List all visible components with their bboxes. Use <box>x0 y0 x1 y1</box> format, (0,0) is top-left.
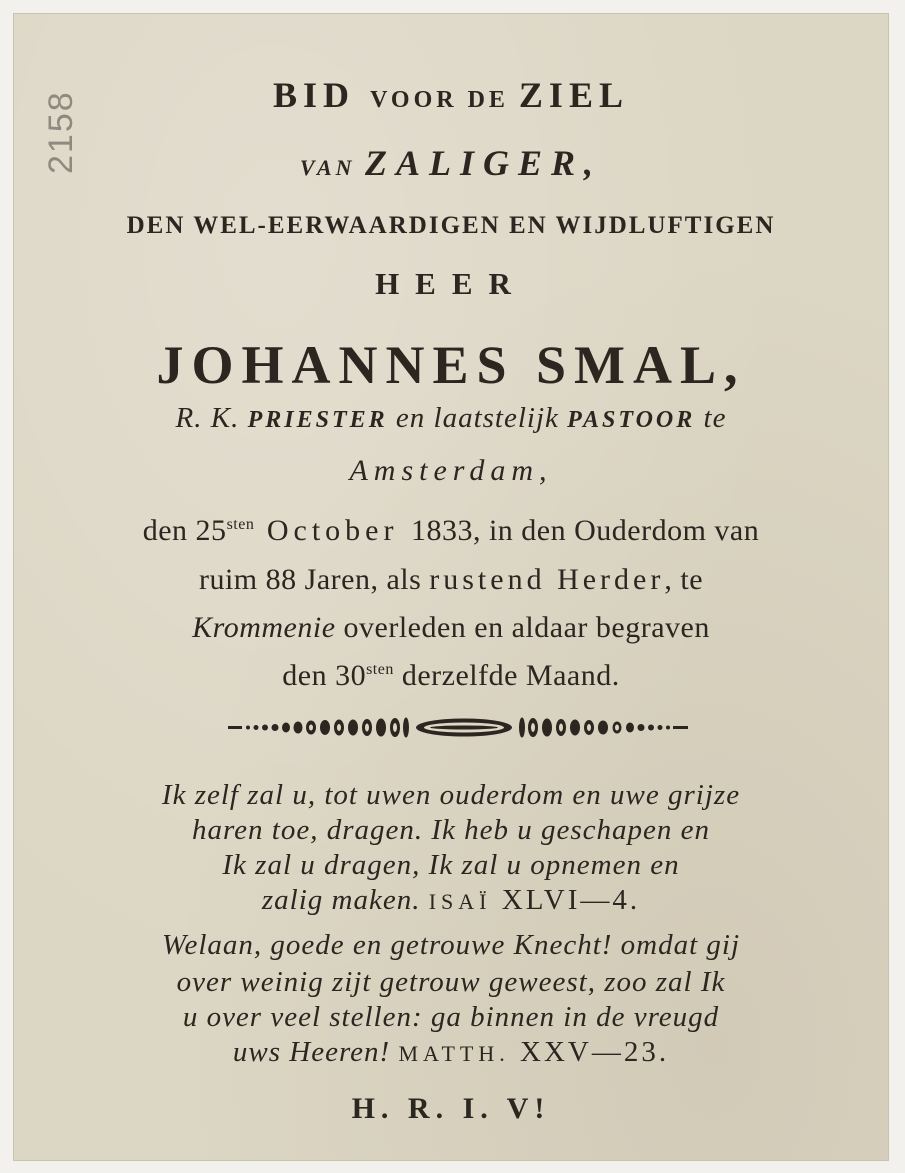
office-mid: en laatstelijk <box>387 402 568 434</box>
burial-date-line <box>14 659 888 693</box>
quote-matthew-line-2: over weinig zijt getrouw geweest, zoo zal Ik <box>176 966 726 998</box>
deceased-name: JOHANNES SMAL, <box>156 335 746 395</box>
office-te: te <box>695 402 727 434</box>
death-text: overleden en aldaar begraven <box>335 611 710 644</box>
memorial-card <box>14 14 888 1160</box>
burial-day-suffix: sten <box>366 661 394 678</box>
place-krommenie: Krommenie <box>192 611 336 644</box>
date-month: October <box>254 514 411 547</box>
title-heer: HEER <box>375 266 527 301</box>
heading-voor-de: VOOR DE <box>370 87 519 113</box>
heading-ziel: ZIEL <box>518 75 629 115</box>
quote-matthew-line-3: u over veel stellen: ga binnen in de vreugd <box>182 1001 720 1033</box>
heading-line-2 <box>14 142 888 184</box>
quote-matthew-line-1: Welaan, goede en getrouwe Knecht! omdat gij <box>161 929 741 961</box>
closing-rip: H. R. I. V! <box>351 1092 551 1125</box>
date-line <box>14 514 888 548</box>
date-day: den 25 <box>142 514 227 547</box>
heading-van: VAN <box>299 155 366 180</box>
citation-matthew-book: MATTH. <box>398 1041 510 1066</box>
quote-isaiah-end: zalig maken. <box>261 884 429 916</box>
date-year-age: 1833, in den Ouderdom van <box>410 514 760 547</box>
citation-matthew-verse: XXV—23. <box>509 1036 670 1068</box>
place-amsterdam: Amsterdam, <box>349 454 553 487</box>
burial-day: den 30 <box>282 659 367 692</box>
age-rustend-herder: rustend Herder <box>429 563 665 596</box>
quote-isaiah-line-2: haren toe, dragen. Ik heb u geschapen en <box>191 814 711 846</box>
age-line <box>14 563 888 597</box>
citation-isaiah-book: ISAÏ <box>428 889 492 914</box>
office-line <box>14 402 888 435</box>
quote-matthew-line-4 <box>14 1036 888 1069</box>
quote-isaiah-line-3: Ik zal u dragen, Ik zal u opnemen en <box>222 849 680 881</box>
pencil-annotation: 2158 <box>42 90 80 174</box>
heading-bid: BID <box>273 75 371 115</box>
quote-isaiah-line-4 <box>14 884 888 917</box>
office-pastoor: PASTOOR <box>567 407 696 433</box>
quote-matthew-end: uws Heeren! <box>232 1036 399 1068</box>
citation-isaiah <box>429 884 640 916</box>
citation-matthew <box>398 1036 669 1068</box>
office-rk: R. K. <box>175 402 248 434</box>
date-day-suffix: sten <box>226 516 255 533</box>
office-priester: PRIESTER <box>247 407 388 433</box>
citation-isaiah-verse: XLVI—4. <box>491 884 641 916</box>
burial-month: derzelfde Maand. <box>393 659 620 692</box>
age-te: , te <box>664 563 704 596</box>
quote-isaiah-line-1: Ik zelf zal u, tot uwen ouderdom en uwe grijze <box>161 779 741 811</box>
age-years: ruim 88 Jaren, als <box>198 563 430 596</box>
ornamental-divider <box>228 714 688 742</box>
heading-zaliger: ZALIGER, <box>365 143 603 183</box>
title-honorific: DEN WEL-EERWAARDIGEN EN WIJDLUFTIGEN <box>126 212 776 239</box>
heading-line-1 <box>14 74 888 116</box>
death-place-line <box>14 611 888 645</box>
